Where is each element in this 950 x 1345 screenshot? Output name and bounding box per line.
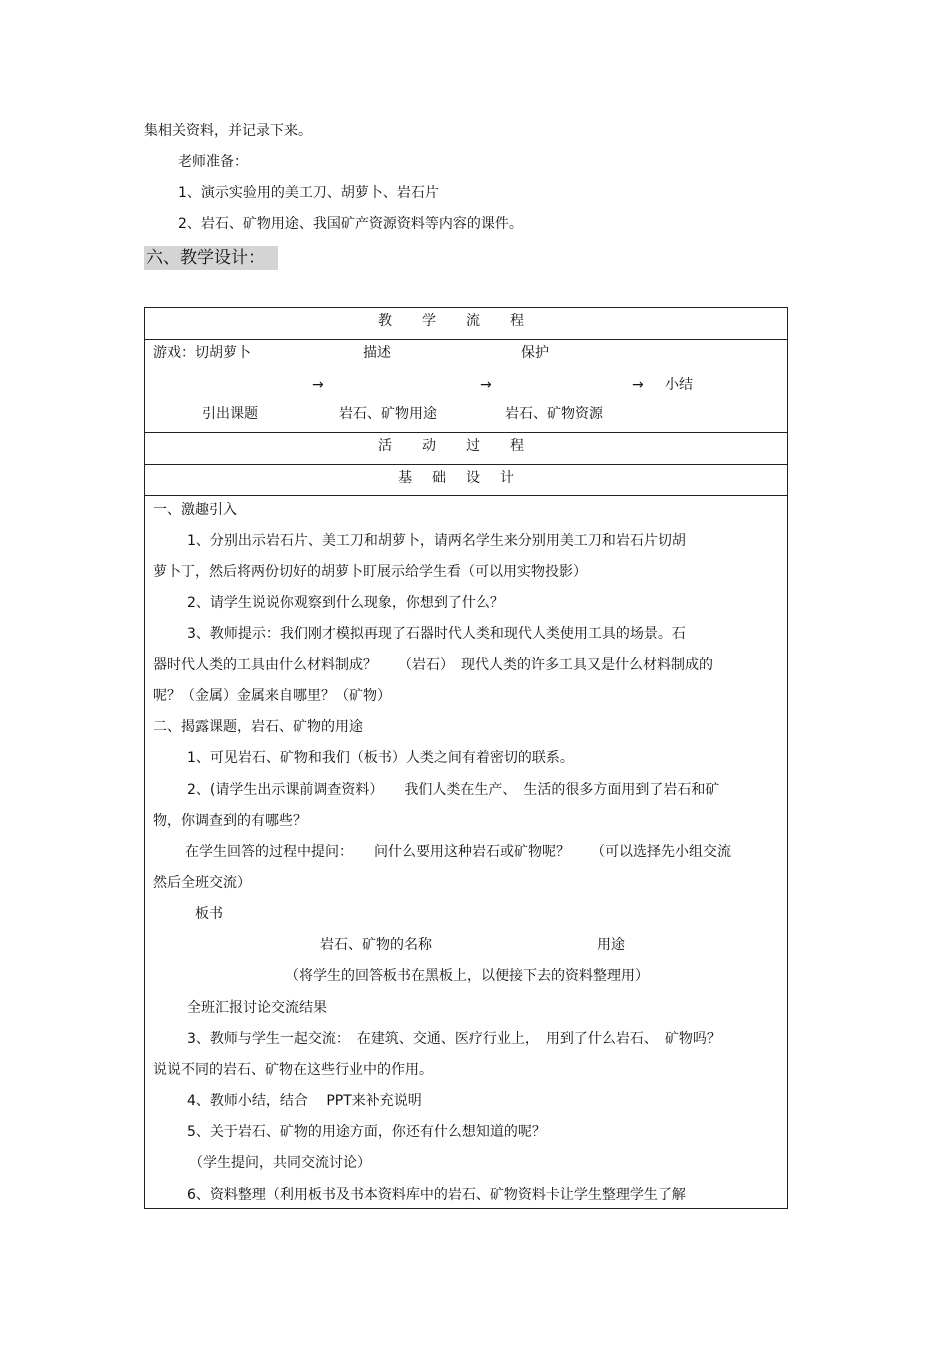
body-line: 3、教师提示：我们刚才模拟再现了石器时代人类和现代人类使用工具的场景。石 [187, 626, 686, 642]
activity-header: 活动过程 [378, 438, 554, 454]
flow-describe: 描述 [363, 345, 391, 361]
flow-protect: 保护 [521, 345, 549, 361]
body-line: 物，你调查到的有哪些？ [153, 813, 307, 829]
body-line: 说说不同的岩石、矿物在这些行业中的作用。 [153, 1062, 433, 1078]
teaching-design-table [144, 307, 788, 1209]
flow-intro-topic: 引出课题 [202, 406, 258, 422]
arrow-icon: → [312, 377, 324, 393]
text-line: 集相关资料，并记录下来。 [144, 123, 312, 139]
row-divider [145, 339, 787, 340]
text-line: 老师准备： [178, 154, 248, 170]
flow-header: 教学流程 [378, 313, 554, 329]
body-line: 一、激趣引入 [153, 502, 237, 518]
text-line: 2、岩石、矿物用途、我国矿产资源资料等内容的课件。 [178, 216, 523, 232]
body-line: 板书 [195, 906, 223, 922]
body-line: 岩石、矿物的名称 [320, 937, 432, 953]
body-line: 2、请学生说说你观察到什么现象，你想到了什么？ [187, 595, 504, 611]
flow-summary: 小结 [665, 377, 693, 393]
body-line: 4、教师小结，结合 PPT来补充说明 [187, 1093, 422, 1109]
flow-resources: 岩石、矿物资源 [505, 406, 603, 422]
body-line: 全班汇报讨论交流结果 [187, 1000, 327, 1016]
section-heading: 六、教学设计： [146, 248, 265, 268]
body-line: 1、分别出示岩石片、美工刀和胡萝卜，请两名学生来分别用美工刀和岩石片切胡 [187, 533, 686, 549]
arrow-icon: → [632, 377, 644, 393]
body-line: 2、(请学生出示课前调查资料） 我们人类在生产、 生活的很多方面用到了岩石和矿 [187, 782, 720, 798]
body-line: 用途 [597, 937, 625, 953]
body-line: 二、揭露课题，岩石、矿物的用途 [153, 719, 363, 735]
text-line: 1、演示实验用的美工刀、胡萝卜、岩石片 [178, 185, 439, 201]
body-line: 1、可见岩石、矿物和我们（板书）人类之间有着密切的联系。 [187, 750, 574, 766]
body-line: 5、关于岩石、矿物的用途方面，你还有什么想知道的呢？ [187, 1124, 546, 1140]
body-line: （学生提问，共同交流讨论） [189, 1155, 371, 1171]
body-line: 然后全班交流） [153, 875, 251, 891]
body-line: 在学生回答的过程中提问： 问什么要用这种岩石或矿物呢？ （可以选择先小组交流 [185, 844, 731, 860]
row-divider [145, 495, 787, 496]
row-divider [145, 464, 787, 465]
body-line: 呢？（金属）金属来自哪里？（矿物） [153, 688, 391, 704]
body-line: （将学生的回答板书在黑板上，以便接下去的资料整理用） [285, 968, 649, 984]
arrow-icon: → [480, 377, 492, 393]
flow-uses: 岩石、矿物用途 [339, 406, 437, 422]
body-line: 3、教师与学生一起交流： 在建筑、交通、医疗行业上， 用到了什么岩石、 矿物吗？ [187, 1031, 721, 1047]
body-line: 器时代人类的工具由什么材料制成？ （岩石） 现代人类的许多工具又是什么材料制成的 [153, 657, 713, 673]
body-line: 萝卜丁，然后将两份切好的胡萝卜盯展示给学生看（可以用实物投影） [153, 564, 587, 580]
body-line: 6、资料整理（利用板书及书本资料库中的岩石、矿物资料卡让学生整理学生了解 [187, 1187, 686, 1203]
basic-header: 基础设计 [398, 470, 534, 486]
row-divider [145, 432, 787, 433]
flow-game: 游戏：切胡萝卜 [153, 345, 251, 361]
